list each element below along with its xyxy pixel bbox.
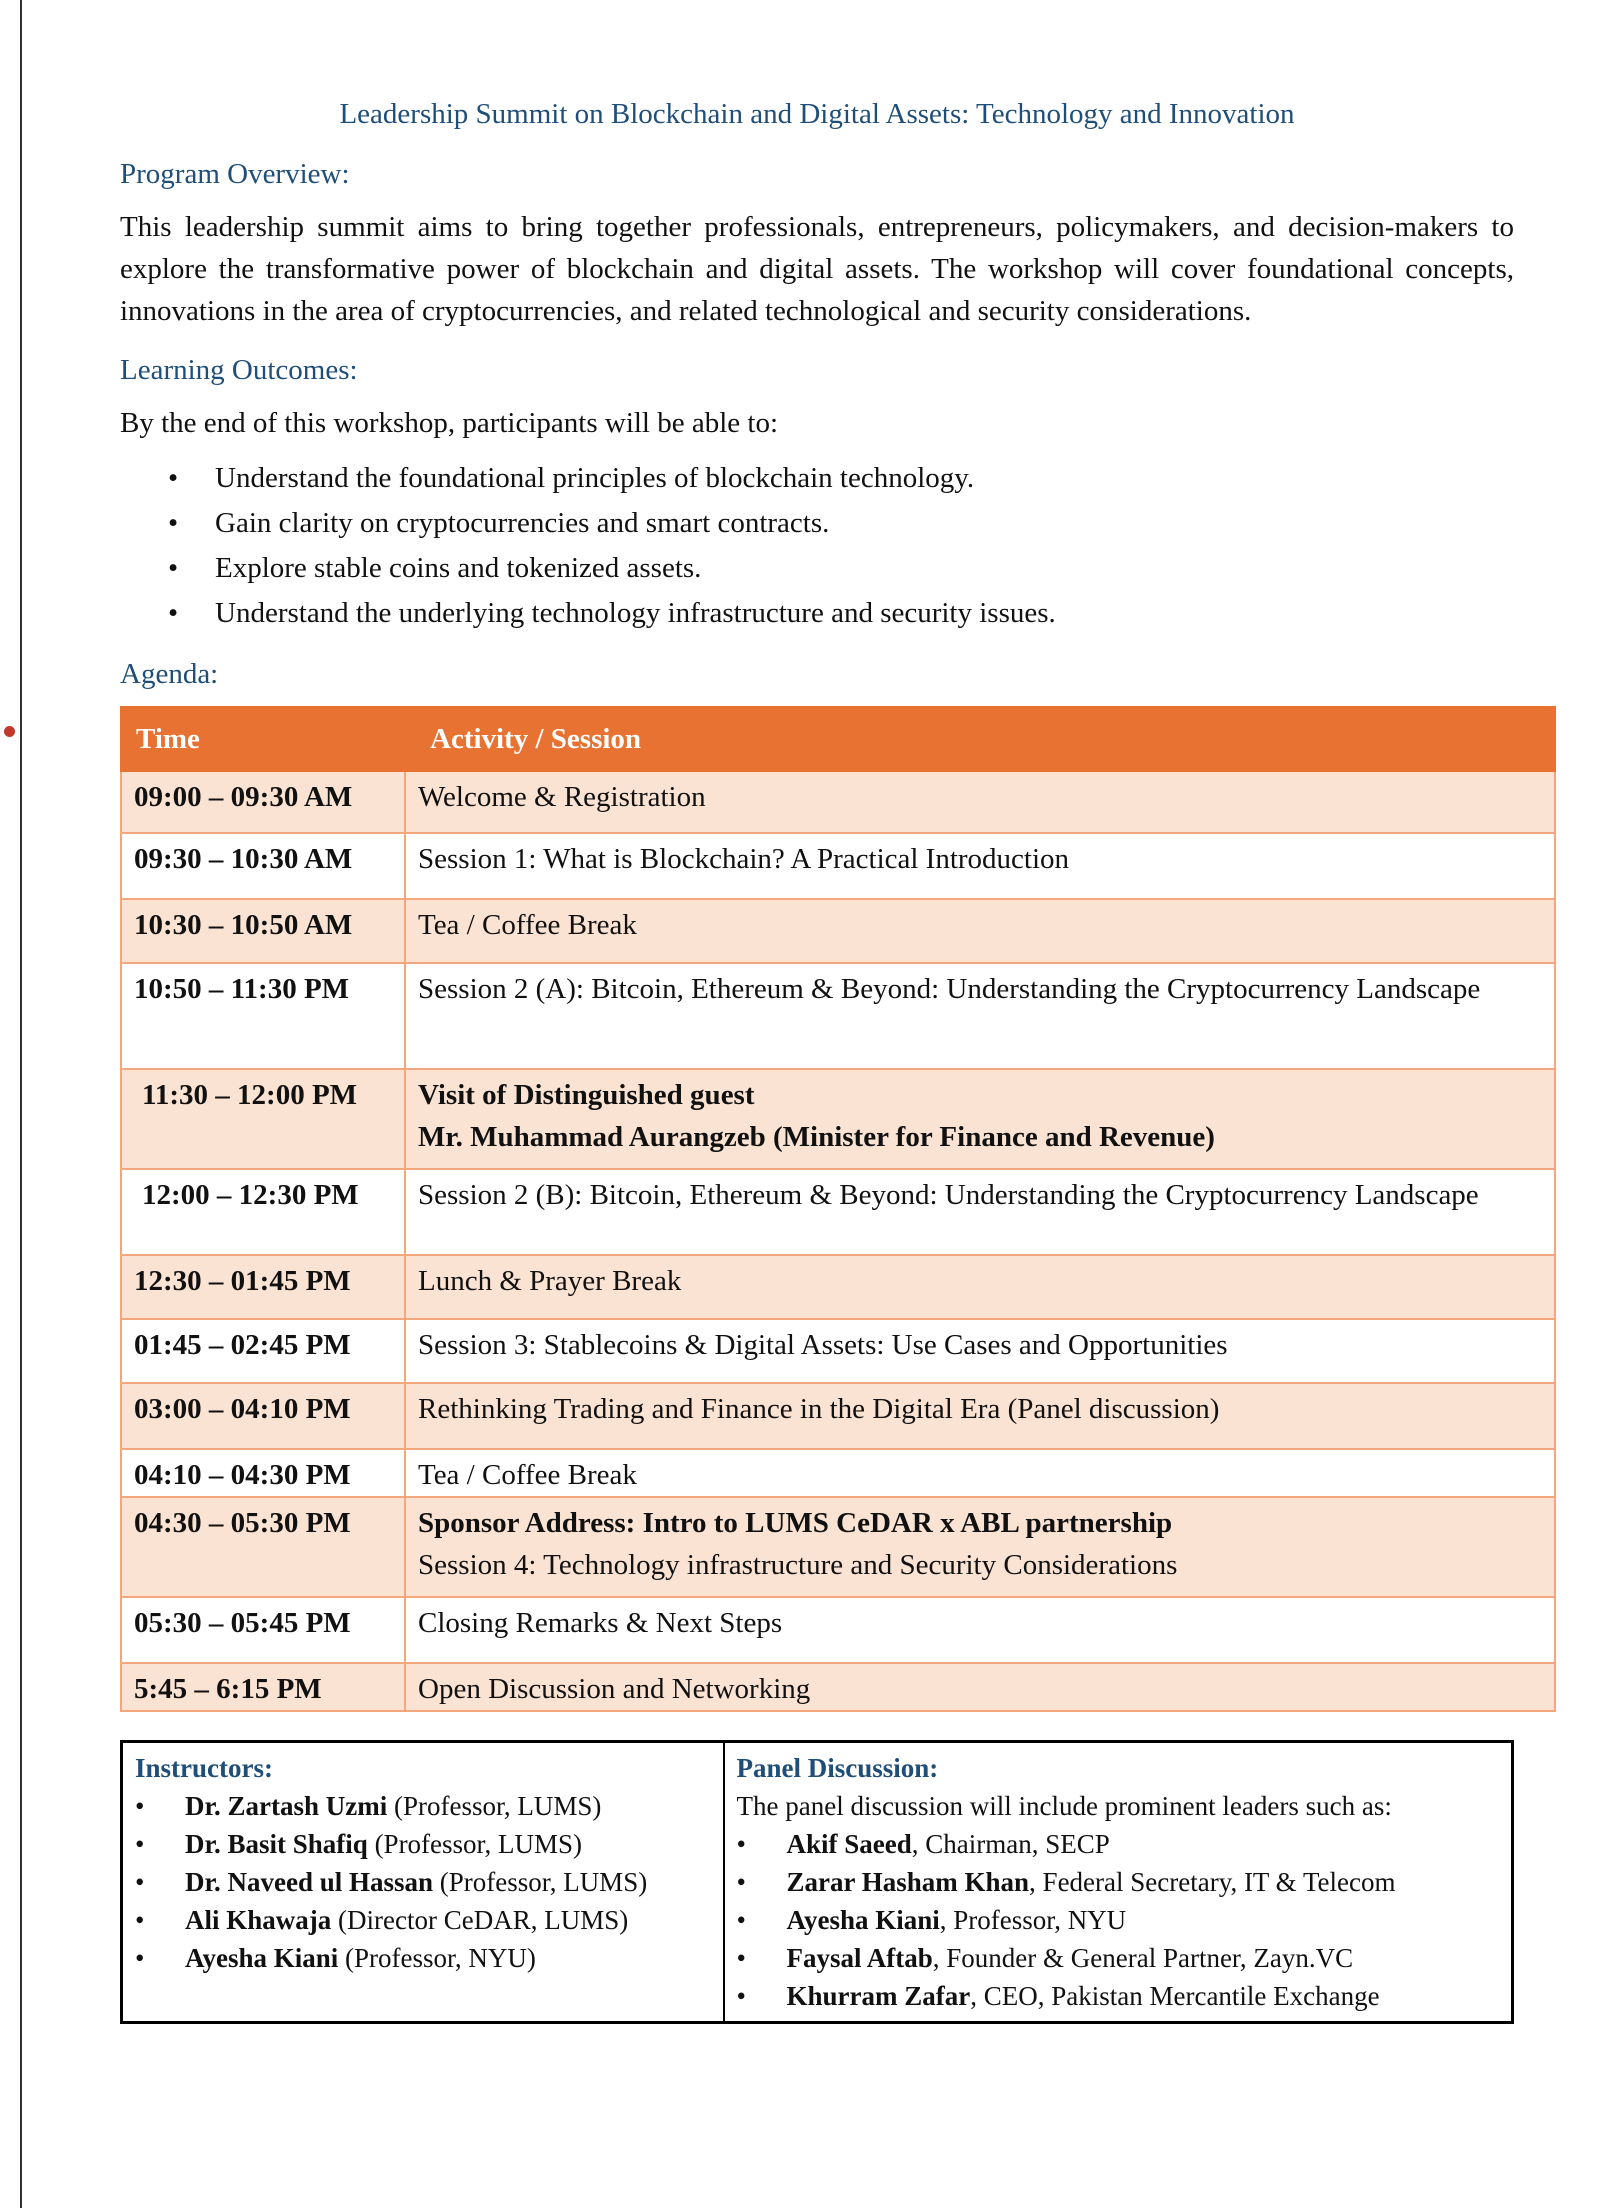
list-item: • Gain clarity on cryptocurrencies and smart contracts. bbox=[120, 501, 1514, 546]
agenda-time: 04:30 – 05:30 PM bbox=[121, 1497, 405, 1597]
agenda-activity: Session 2 (A): Bitcoin, Ethereum & Beyond: Understanding the Cryptocurrency Landscape bbox=[405, 963, 1555, 1069]
list-item: • Understand the foundational principles of blockchain technology. bbox=[120, 456, 1514, 501]
person-role: , Founder & General Partner, Zayn.VC bbox=[932, 1943, 1354, 1973]
list-item bbox=[135, 1939, 713, 1977]
speakers-table bbox=[120, 1740, 1514, 2024]
agenda-activity: Rethinking Trading and Finance in the Digital Era (Panel discussion) bbox=[405, 1383, 1555, 1449]
list-item bbox=[135, 1787, 713, 1825]
person-name: Faysal Aftab bbox=[786, 1943, 933, 1973]
agenda-time: 09:30 – 10:30 AM bbox=[121, 833, 405, 899]
person-role: , Chairman, SECP bbox=[911, 1829, 1110, 1859]
table-row bbox=[121, 1497, 1555, 1597]
agenda-header-row bbox=[121, 707, 1555, 771]
outcomes-heading: Learning Outcomes: bbox=[120, 354, 358, 386]
person-role: (Director CeDAR, LUMS) bbox=[331, 1905, 629, 1935]
agenda-time: 09:00 – 09:30 AM bbox=[121, 771, 405, 833]
table-row bbox=[121, 1255, 1555, 1319]
agenda-activity-line: Session 4: Technology infrastructure and Security Considerations bbox=[418, 1549, 1178, 1581]
table-row bbox=[121, 1319, 1555, 1383]
bullet-icon: • bbox=[135, 1905, 145, 1935]
agenda-activity-line: Sponsor Address: Intro to LUMS CeDAR x ABL partnership bbox=[418, 1507, 1173, 1539]
person-role: , CEO, Pakistan Mercantile Exchange bbox=[970, 1981, 1380, 2011]
outcomes-list bbox=[120, 456, 1514, 636]
agenda-activity: Lunch & Prayer Break bbox=[405, 1255, 1555, 1319]
person-name: Ayesha Kiani bbox=[786, 1905, 940, 1935]
margin-marker-dot bbox=[4, 726, 15, 737]
table-row bbox=[121, 1449, 1555, 1497]
agenda-activity: Closing Remarks & Next Steps bbox=[405, 1597, 1555, 1663]
agenda-activity: Session 3: Stablecoins & Digital Assets: Use Cases and Opportunities bbox=[405, 1319, 1555, 1383]
agenda-time: 01:45 – 02:45 PM bbox=[121, 1319, 405, 1383]
person-name: Dr. Zartash Uzmi bbox=[185, 1791, 388, 1821]
bullet-icon: • bbox=[135, 1829, 145, 1859]
table-row bbox=[121, 963, 1555, 1069]
table-row bbox=[121, 771, 1555, 833]
agenda-activity-line: Visit of Distinguished guest bbox=[418, 1079, 755, 1111]
person-name: Ayesha Kiani bbox=[185, 1943, 339, 1973]
document-page bbox=[120, 96, 1514, 2024]
bullet-icon: • bbox=[135, 1867, 145, 1897]
list-item bbox=[737, 1863, 1502, 1901]
panel-box bbox=[724, 1742, 1513, 2023]
bullet-icon: • bbox=[736, 1867, 746, 1897]
table-row bbox=[121, 1069, 1555, 1169]
person-role: (Professor, LUMS) bbox=[387, 1791, 602, 1821]
document-title: Leadership Summit on Blockchain and Digital Assets: Technology and Innovation bbox=[339, 98, 1295, 130]
list-item: • Understand the underlying technology infrastructure and security issues. bbox=[120, 591, 1514, 636]
table-row bbox=[121, 899, 1555, 963]
person-name: Khurram Zafar bbox=[786, 1981, 971, 2011]
panel-intro: The panel discussion will include prominent leaders such as: bbox=[736, 1791, 1392, 1821]
agenda-activity: Tea / Coffee Break bbox=[405, 899, 1555, 963]
bullet-icon: • bbox=[168, 462, 179, 494]
instructors-heading: Instructors: bbox=[135, 1753, 273, 1783]
page-margin-rule bbox=[20, 0, 22, 2208]
list-item bbox=[737, 1977, 1502, 2015]
list-item bbox=[737, 1939, 1502, 1977]
outcomes-intro: By the end of this workshop, participants will be able to: bbox=[120, 407, 779, 439]
list-item bbox=[135, 1901, 713, 1939]
list-item: • Explore stable coins and tokenized assets. bbox=[120, 546, 1514, 591]
agenda-time: 03:00 – 04:10 PM bbox=[121, 1383, 405, 1449]
agenda-time: 12:00 – 12:30 PM bbox=[121, 1169, 405, 1255]
person-role: (Professor, LUMS) bbox=[433, 1867, 648, 1897]
agenda-time: 12:30 – 01:45 PM bbox=[121, 1255, 405, 1319]
agenda-activity: Open Discussion and Networking bbox=[405, 1663, 1555, 1711]
agenda-activity bbox=[405, 1069, 1555, 1169]
agenda-activity: Welcome & Registration bbox=[405, 771, 1555, 833]
person-name: Dr. Naveed ul Hassan bbox=[185, 1867, 434, 1897]
overview-paragraph: This leadership summit aims to bring together professionals, entrepreneurs, policymakers, and decision-makers to explore the transformative power of blockchain and digital assets. The workshop will cover foundational concepts, innovations in the area of cryptocurrencies, and related technological and security considerations. bbox=[120, 211, 1514, 327]
bullet-icon: • bbox=[135, 1791, 145, 1821]
bullet-icon: • bbox=[736, 1943, 746, 1973]
person-role: (Professor, LUMS) bbox=[367, 1829, 582, 1859]
overview-heading: Program Overview: bbox=[120, 158, 350, 190]
person-role: , Federal Secretary, IT & Telecom bbox=[1029, 1867, 1396, 1897]
list-item bbox=[737, 1901, 1502, 1939]
table-row bbox=[121, 833, 1555, 899]
list-item bbox=[737, 1825, 1502, 1863]
instructors-list bbox=[135, 1787, 713, 1977]
bullet-icon: • bbox=[168, 552, 179, 584]
list-item bbox=[135, 1825, 713, 1863]
person-name: Ali Khawaja bbox=[185, 1905, 332, 1935]
agenda-time: 04:10 – 04:30 PM bbox=[121, 1449, 405, 1497]
agenda-activity: Session 2 (B): Bitcoin, Ethereum & Beyond: Understanding the Cryptocurrency Landscape bbox=[405, 1169, 1555, 1255]
bullet-icon: • bbox=[736, 1905, 746, 1935]
person-name: Dr. Basit Shafiq bbox=[185, 1829, 368, 1859]
bullet-icon: • bbox=[736, 1829, 746, 1859]
agenda-table bbox=[120, 706, 1556, 1712]
person-name: Akif Saeed bbox=[786, 1829, 912, 1859]
speakers-row bbox=[122, 1742, 1513, 2023]
agenda-time: 11:30 – 12:00 PM bbox=[121, 1069, 405, 1169]
agenda-time: 10:30 – 10:50 AM bbox=[121, 899, 405, 963]
person-role: , Professor, NYU bbox=[939, 1905, 1127, 1935]
bullet-icon: • bbox=[736, 1981, 746, 2011]
agenda-time: 10:50 – 11:30 PM bbox=[121, 963, 405, 1069]
agenda-heading: Agenda: bbox=[120, 658, 219, 690]
table-row bbox=[121, 1383, 1555, 1449]
agenda-activity: Tea / Coffee Break bbox=[405, 1449, 1555, 1497]
person-name: Zarar Hasham Khan bbox=[786, 1867, 1030, 1897]
bullet-icon: • bbox=[168, 507, 179, 539]
person-role: (Professor, NYU) bbox=[338, 1943, 536, 1973]
list-item bbox=[135, 1863, 713, 1901]
panel-heading: Panel Discussion: bbox=[736, 1753, 939, 1783]
table-row bbox=[121, 1597, 1555, 1663]
agenda-time: 5:45 – 6:15 PM bbox=[121, 1663, 405, 1711]
agenda-activity: Session 1: What is Blockchain? A Practical Introduction bbox=[405, 833, 1555, 899]
table-row bbox=[121, 1169, 1555, 1255]
agenda-activity-line: Mr. Muhammad Aurangzeb (Minister for Finance and Revenue) bbox=[418, 1121, 1215, 1153]
agenda-activity bbox=[405, 1497, 1555, 1597]
agenda-time: 05:30 – 05:45 PM bbox=[121, 1597, 405, 1663]
panel-list bbox=[737, 1825, 1502, 2015]
column-header-activity: Activity / Session bbox=[405, 707, 1555, 771]
bullet-icon: • bbox=[168, 597, 179, 629]
bullet-icon: • bbox=[135, 1943, 145, 1973]
instructors-box bbox=[122, 1742, 724, 2023]
column-header-time: Time bbox=[121, 707, 405, 771]
table-row bbox=[121, 1663, 1555, 1711]
